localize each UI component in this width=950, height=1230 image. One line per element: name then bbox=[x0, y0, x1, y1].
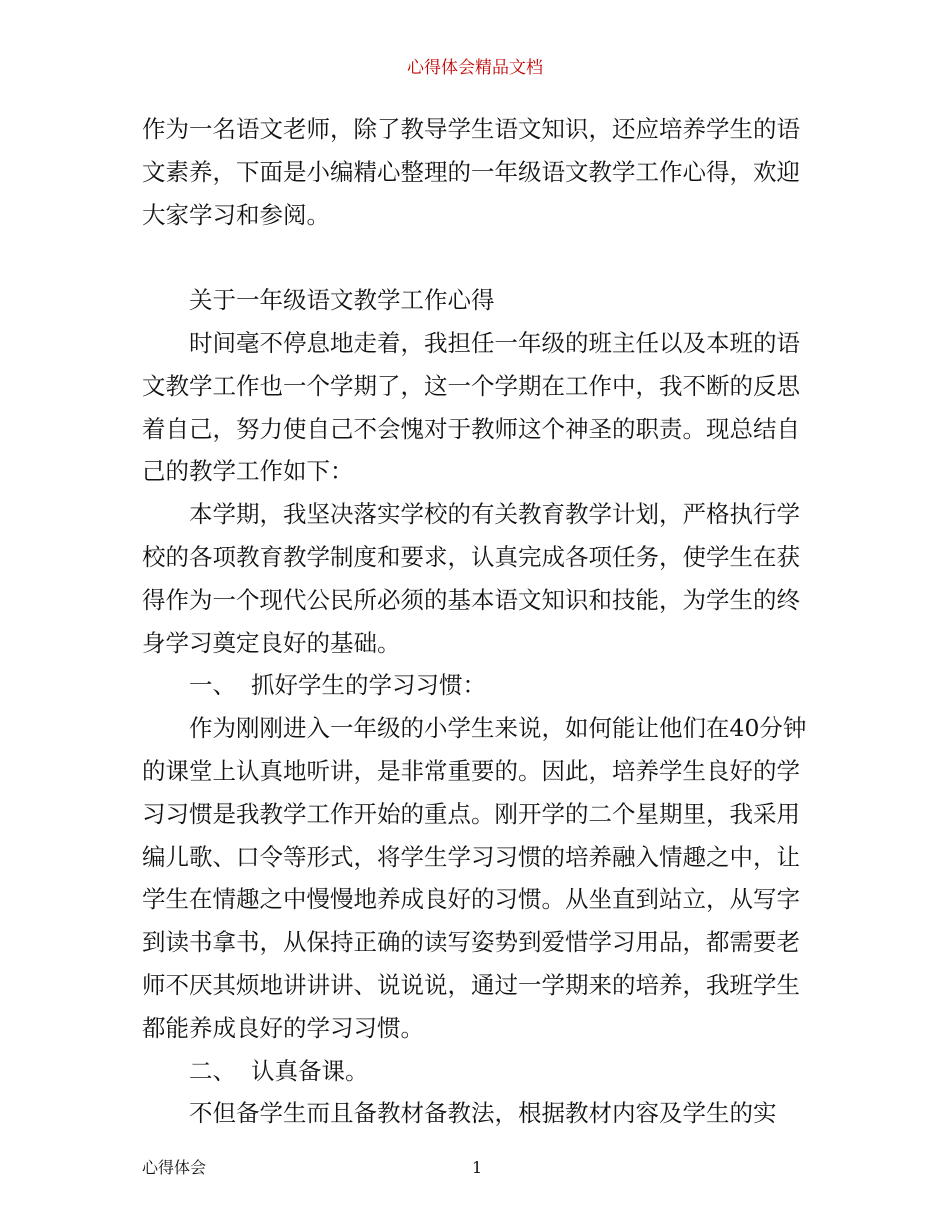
body-paragraph: 本学期，我坚决落实学校的有关教育教学计划，严格执行学校的各项教育教学制度和要求，认真完成各项任务，使学生在获得作为一个现代公民所必须的基本语文知识和技能，为学生的终身学习奠定良好的基础。 bbox=[142, 500, 800, 657]
page-number: 1 bbox=[472, 1158, 483, 1177]
page-footer bbox=[142, 1156, 810, 1180]
section-heading: 一、 抓好学生的学习习惯： bbox=[189, 671, 486, 700]
page-header: 心得体会精品文档 bbox=[407, 58, 543, 78]
body-paragraph: 时间毫不停息地走着，我担任一年级的班主任以及本班的语文教学工作也一个学期了，这一个学期在工作中，我不断的反思着自己，努力使自己不会愧对于教师这个神圣的职责。现总结自己的教学工作如下： bbox=[142, 328, 800, 486]
document-body bbox=[142, 108, 810, 1135]
section-heading: 二、 认真备课。 bbox=[189, 1056, 369, 1085]
article-heading: 关于一年级语文教学工作心得 bbox=[189, 286, 495, 315]
intro-paragraph: 作为一名语文老师，除了教导学生语文知识，还应培养学生的语文素养，下面是小编精心整理的一年级语文教学工作心得，欢迎大家学习和参阅。 bbox=[142, 115, 800, 229]
footer-label: 心得体会 bbox=[142, 1158, 207, 1177]
body-paragraph: 作为刚刚进入一年级的小学生来说，如何能让他们在40分钟的课堂上认真地听讲，是非常重要的。因此，培养学生良好的学习习惯是我教学工作开始的重点。刚开学的二个星期里，我采用编儿歌、口令等形式，将学生学习习惯的培养融入情趣之中，让学生在情趣之中慢慢地养成良好的习惯。从坐直到站立，从写字到读书拿书，从保持正确的读写姿势到爱惜学习用品，都需要老师不厌其烦地讲讲讲、说说说，通过一学期来的培养，我班学生都能养成良好的学习习惯。 bbox=[142, 714, 807, 1042]
body-paragraph: 不但备学生而且备教材备教法，根据教材内容及学生的实 bbox=[189, 1099, 777, 1128]
paragraph-gap bbox=[142, 236, 810, 279]
